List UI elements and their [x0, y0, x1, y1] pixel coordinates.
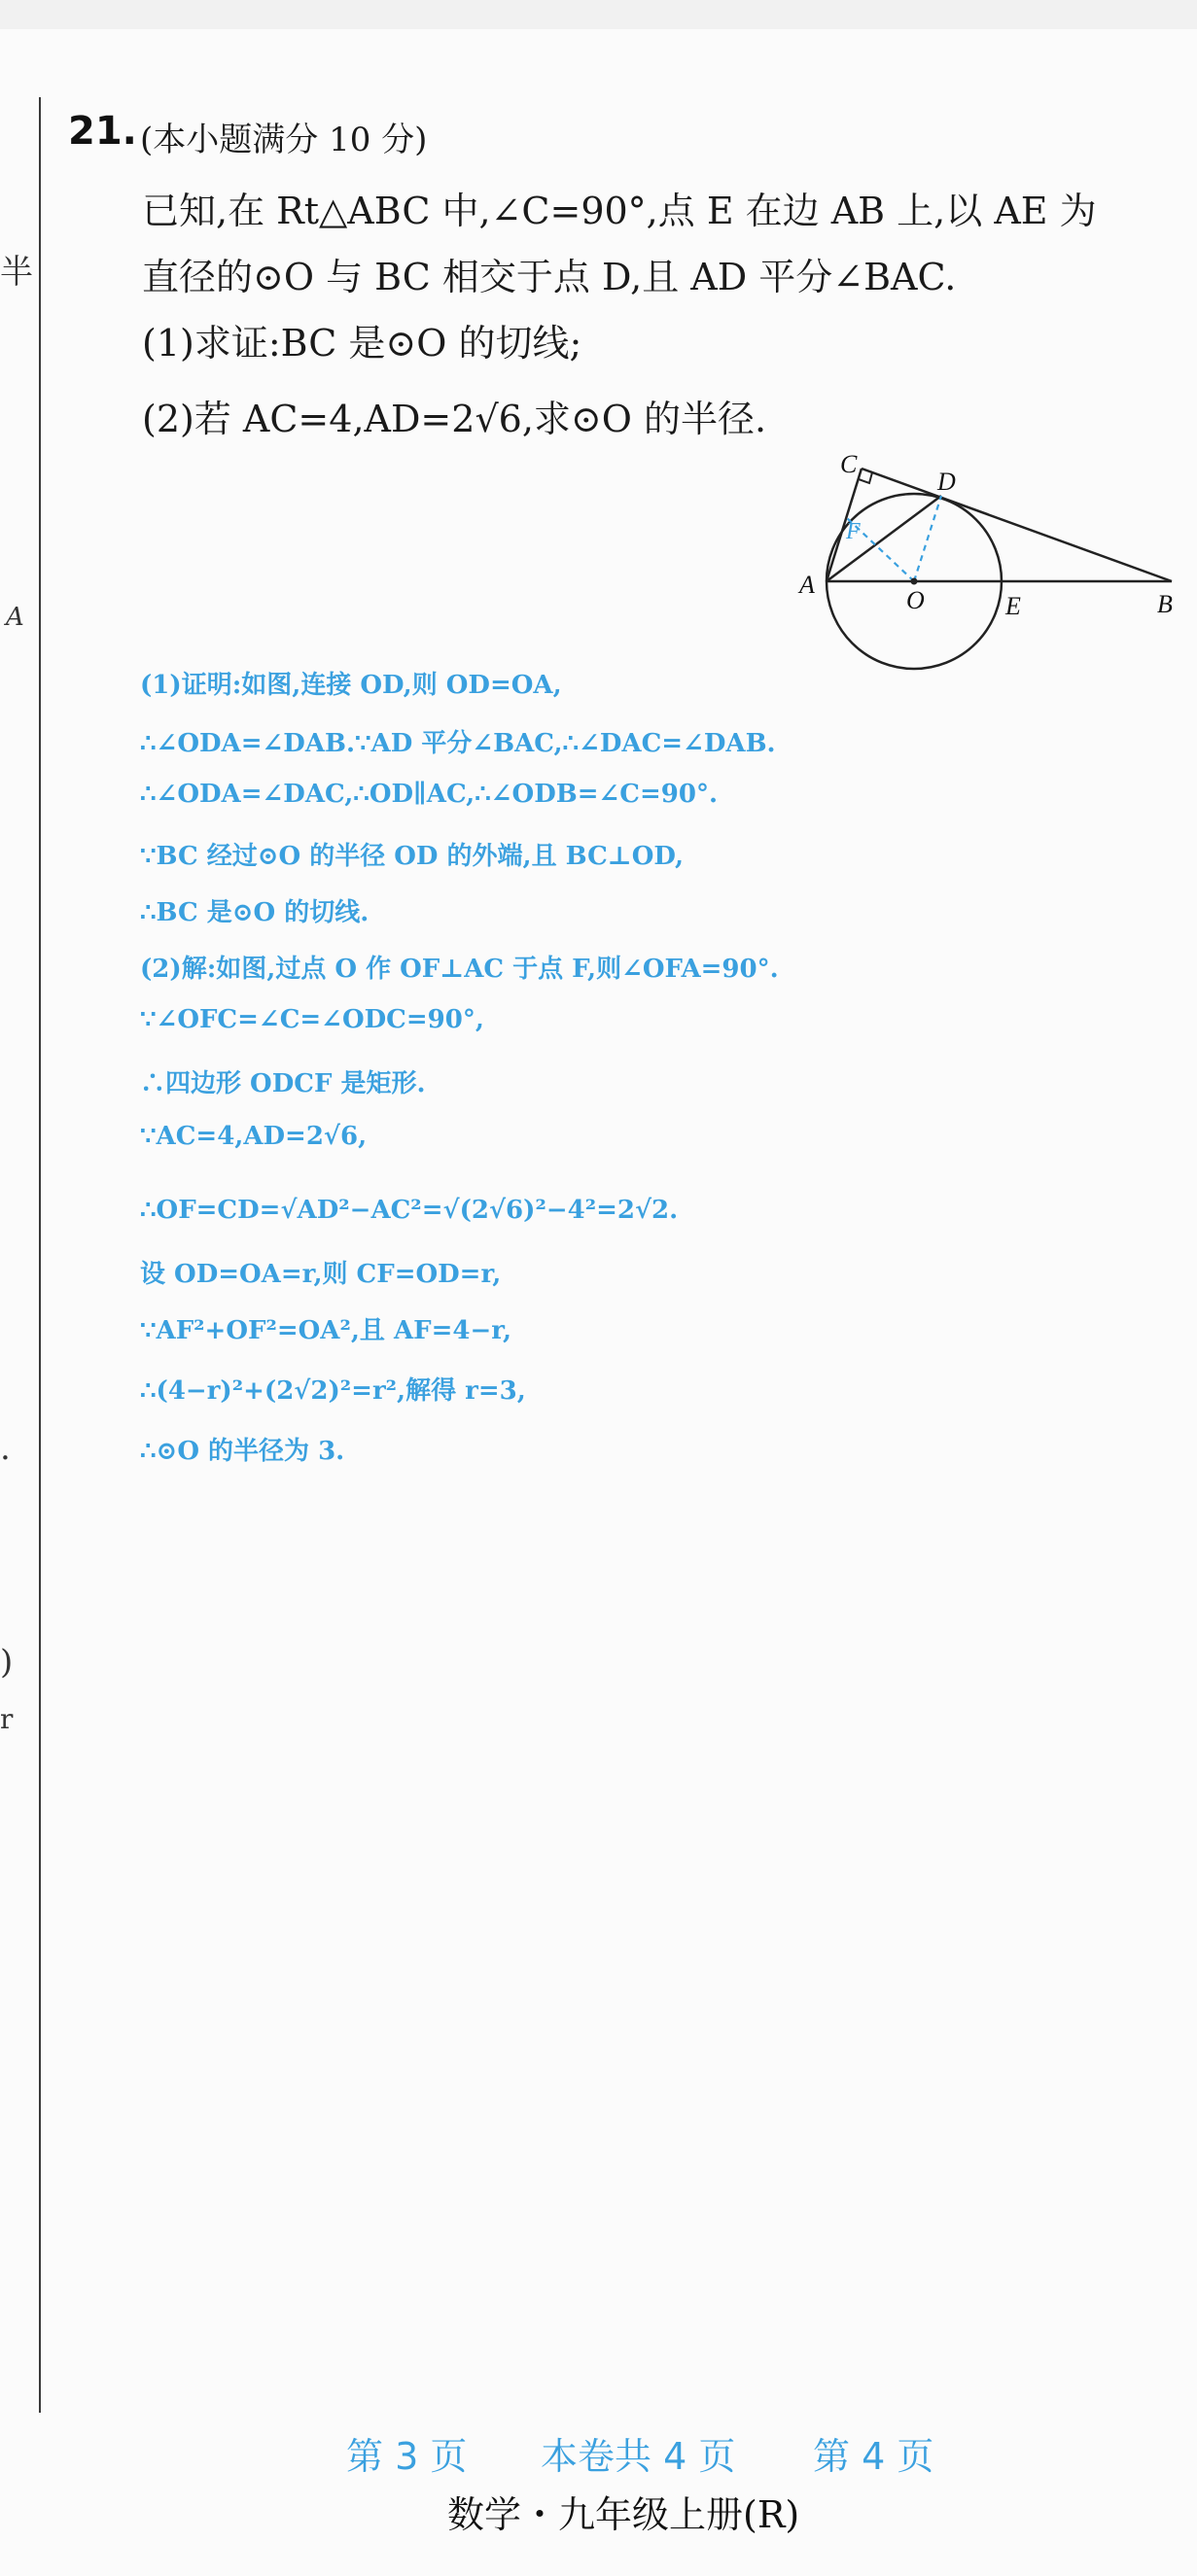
question-header: (本小题满分 10 分) — [140, 121, 428, 159]
margin-fragment: ) — [0, 1643, 14, 1682]
margin-rule — [39, 97, 41, 2413]
answer-line: ∵AC=4,AD=2√6, — [140, 1122, 368, 1151]
label-f: F — [846, 519, 861, 544]
answer-line: ∴∠ODA=∠DAB.∵AD 平分∠BAC,∴∠DAC=∠DAB. — [140, 729, 776, 758]
answer-line: ∴⊙O 的半径为 3. — [140, 1437, 345, 1466]
answer-line: 设 OD=OA=r,则 CF=OD=r, — [140, 1260, 502, 1289]
margin-fragment: . — [0, 1429, 11, 1468]
answer-line: ∴BC 是⊙O 的切线. — [140, 898, 370, 927]
answer-line: ∴(4−r)²+(2√2)²=r²,解得 r=3, — [140, 1376, 526, 1406]
answer-line: ∴四边形 ODCF 是矩形. — [140, 1069, 426, 1098]
margin-fragment: r — [0, 1703, 14, 1735]
answer-line: (2)解:如图,过点 O 作 OF⊥AC 于点 F,则∠OFA=90°. — [140, 955, 779, 984]
answer-line: ∴∠ODA=∠DAC,∴OD∥AC,∴∠ODB=∠C=90°. — [140, 780, 719, 809]
footer-page-left: 第 3 页 — [346, 2435, 468, 2478]
footer-book-title: 数学・九年级上册(R) — [447, 2493, 800, 2536]
geometry-figure — [797, 447, 1186, 680]
segment-cb — [862, 469, 1172, 581]
answer-line: ∵∠OFC=∠C=∠ODC=90°, — [140, 1005, 484, 1034]
segment-od — [914, 496, 941, 581]
answer-line: ∴OF=CD=√AD²−AC²=√(2√6)²−4²=2√2. — [140, 1196, 679, 1225]
question-line: 直径的⊙O 与 BC 相交于点 D,且 AD 平分∠BAC. — [142, 256, 957, 298]
answer-line: ∵BC 经过⊙O 的半径 OD 的外端,且 BC⊥OD, — [140, 842, 685, 871]
question-line: 已知,在 Rt△ABC 中,∠C=90°,点 E 在边 AB 上,以 AE 为 — [142, 190, 1097, 232]
question-line: (1)求证:BC 是⊙O 的切线; — [142, 322, 582, 365]
segment-ad — [827, 496, 941, 581]
margin-fragment: 半 — [0, 253, 33, 292]
label-a: A — [799, 571, 815, 599]
answer-line: ∵AF²+OF²=OA²,且 AF=4−r, — [140, 1316, 512, 1345]
label-o: O — [906, 586, 925, 614]
answer-line: (1)证明:如图,连接 OD,则 OD=OA, — [140, 671, 562, 700]
point-o — [911, 578, 918, 585]
footer-page-right: 第 4 页 — [813, 2435, 934, 2478]
question-number: 21. — [68, 109, 137, 154]
label-d: D — [937, 468, 956, 496]
footer-total-pages: 本卷共 4 页 — [541, 2435, 736, 2478]
top-band — [0, 0, 1197, 29]
label-b: B — [1157, 590, 1173, 618]
label-c: C — [840, 450, 858, 478]
margin-fragment: A — [6, 603, 24, 632]
label-e: E — [1005, 592, 1021, 620]
question-line: (2)若 AC=4,AD=2√6,求⊙O 的半径. — [142, 398, 767, 440]
